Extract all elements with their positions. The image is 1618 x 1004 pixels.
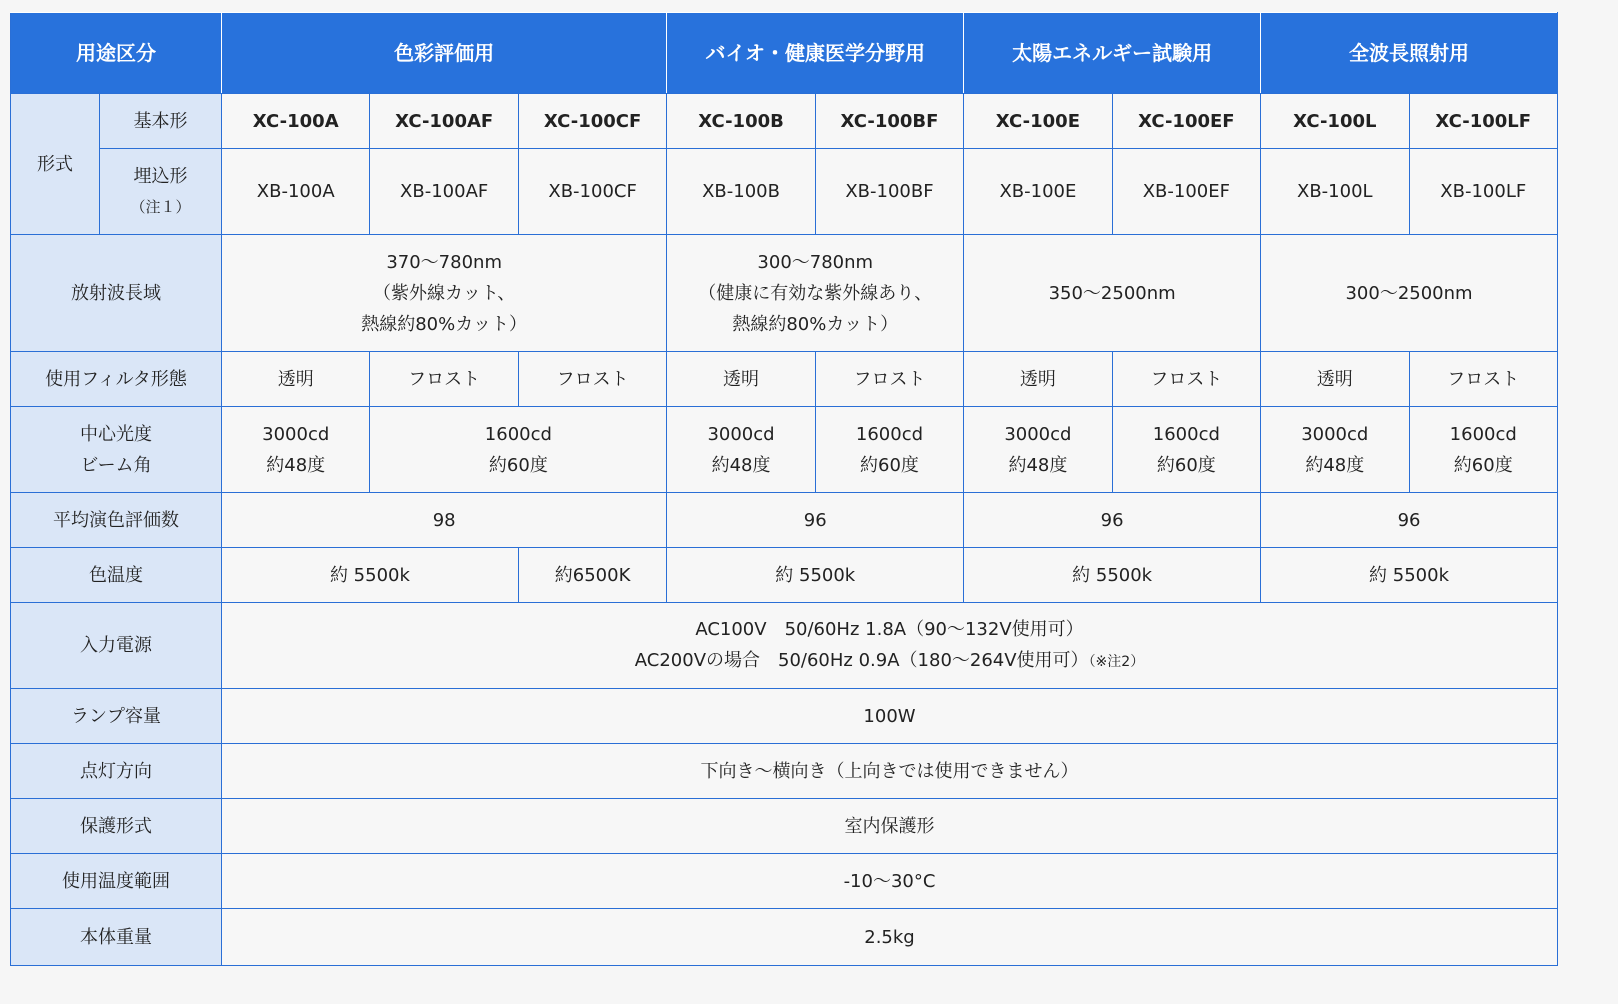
header-row: [11, 13, 1558, 94]
filter-cell: フロスト: [815, 352, 963, 407]
color-temp-cell: 約 5500k: [1261, 548, 1558, 603]
intensity-cell: [815, 407, 963, 493]
power-label: 入力電源: [11, 603, 222, 689]
angle: 約48度: [1305, 454, 1365, 476]
cri-cell: 96: [964, 493, 1261, 548]
color-temp-row: [11, 548, 1558, 603]
intensity-label: [11, 407, 222, 493]
model-cell: XC-100LF: [1409, 94, 1558, 149]
cri-cell: 96: [667, 493, 964, 548]
basic-label: 基本形: [100, 94, 222, 149]
model-cell: XB-100AF: [370, 149, 518, 235]
model-cell: XB-100L: [1261, 149, 1409, 235]
wavelength-cell: 300〜2500nm: [1261, 235, 1558, 352]
model-cell: XB-100LF: [1409, 149, 1558, 235]
model-cell: XB-100E: [964, 149, 1112, 235]
protection-row: [11, 799, 1558, 854]
header-full-spectrum: 全波長照射用: [1261, 13, 1558, 94]
weight-label: 本体重量: [11, 909, 222, 966]
intensity-cell: [370, 407, 667, 493]
angle: 約48度: [266, 454, 326, 476]
temp-range-label: 使用温度範囲: [11, 854, 222, 909]
intensity-row: [11, 407, 1558, 493]
power-line-1: AC100V 50/60Hz 1.8A（90〜132V使用可）: [695, 618, 1084, 640]
model-cell: XC-100A: [222, 94, 370, 149]
color-temp-cell: 約 5500k: [222, 548, 519, 603]
cd: 3000cd: [262, 423, 330, 445]
cri-cell: 98: [222, 493, 667, 548]
direction-label: 点灯方向: [11, 744, 222, 799]
protection-value: 室内保護形: [222, 799, 1558, 854]
beam-label-line: ビーム角: [80, 454, 152, 476]
model-cell: XC-100AF: [370, 94, 518, 149]
cd: 3000cd: [1004, 423, 1072, 445]
model-cell: XC-100BF: [815, 94, 963, 149]
wl-line: 熱線約80%カット）: [732, 313, 899, 335]
filter-row: [11, 352, 1558, 407]
embedded-label-text: 埋込形: [133, 165, 188, 187]
color-temp-cell: 約 5500k: [964, 548, 1261, 603]
power-row: [11, 603, 1558, 689]
cri-label: 平均演色評価数: [11, 493, 222, 548]
basic-model-row: [11, 94, 1558, 149]
color-temp-label: 色温度: [11, 548, 222, 603]
cd: 1600cd: [1449, 423, 1517, 445]
cd: 1600cd: [484, 423, 552, 445]
model-cell: XC-100E: [964, 94, 1112, 149]
direction-row: [11, 744, 1558, 799]
wl-line: 370〜780nm: [386, 251, 502, 273]
model-cell: XB-100A: [222, 149, 370, 235]
filter-cell: 透明: [222, 352, 370, 407]
wavelength-cell: [222, 235, 667, 352]
header-usage: 用途区分: [11, 13, 222, 94]
header-solar: 太陽エネルギー試験用: [964, 13, 1261, 94]
wavelength-row: [11, 235, 1558, 352]
direction-value: 下向き〜横向き（上向きでは使用できません）: [222, 744, 1558, 799]
model-cell: XC-100B: [667, 94, 815, 149]
model-cell: XB-100EF: [1112, 149, 1260, 235]
cd: 1600cd: [1152, 423, 1220, 445]
embedded-note: （注１）: [130, 197, 191, 216]
intensity-cell: [1409, 407, 1558, 493]
power-line-2: AC200Vの場合 50/60Hz 0.9A（180〜264V使用可）: [634, 649, 1089, 671]
embedded-label: [100, 149, 222, 235]
wl-line: （健康に有効な紫外線あり、: [698, 282, 933, 304]
cd: 1600cd: [855, 423, 924, 445]
power-cell: [222, 603, 1558, 689]
filter-cell: フロスト: [1409, 352, 1558, 407]
wavelength-label: 放射波長域: [11, 235, 222, 352]
model-cell: XC-100CF: [518, 94, 666, 149]
cri-cell: 96: [1261, 493, 1558, 548]
temp-range-row: [11, 854, 1558, 909]
temp-range-value: -10〜30°C: [222, 854, 1558, 909]
angle: 約48度: [1008, 454, 1068, 476]
header-bio: バイオ・健康医学分野用: [667, 13, 964, 94]
header-color-eval: 色彩評価用: [222, 13, 667, 94]
color-temp-cell: 約6500K: [518, 548, 666, 603]
intensity-cell: [1112, 407, 1260, 493]
wavelength-cell: 350〜2500nm: [964, 235, 1261, 352]
angle: 約60度: [1156, 454, 1216, 476]
lamp-row: [11, 689, 1558, 744]
power-note: （※注2）: [1088, 653, 1145, 670]
lamp-value: 100W: [222, 689, 1558, 744]
color-temp-cell: 約 5500k: [667, 548, 964, 603]
model-cell: XB-100BF: [815, 149, 963, 235]
wl-line: （紫外線カット、: [373, 282, 516, 304]
format-label: 形式: [11, 94, 100, 235]
model-cell: XB-100CF: [518, 149, 666, 235]
intensity-cell: [1261, 407, 1409, 493]
cri-row: [11, 493, 1558, 548]
weight-value: 2.5kg: [222, 909, 1558, 966]
weight-row: [11, 909, 1558, 966]
wl-line: 熱線約80%カット）: [361, 313, 528, 335]
filter-cell: 透明: [1261, 352, 1409, 407]
model-cell: XB-100B: [667, 149, 815, 235]
protection-label: 保護形式: [11, 799, 222, 854]
model-cell: XC-100EF: [1112, 94, 1260, 149]
spec-table: [10, 12, 1558, 966]
filter-cell: フロスト: [370, 352, 518, 407]
model-cell: XC-100L: [1261, 94, 1409, 149]
angle: 約60度: [860, 454, 919, 476]
filter-cell: フロスト: [1112, 352, 1260, 407]
embedded-model-row: [11, 149, 1558, 235]
intensity-cell: [667, 407, 815, 493]
filter-label: 使用フィルタ形態: [11, 352, 222, 407]
cd: 3000cd: [707, 423, 775, 445]
wl-line: 300〜780nm: [757, 251, 874, 273]
filter-cell: 透明: [667, 352, 815, 407]
intensity-cell: [222, 407, 370, 493]
filter-cell: フロスト: [518, 352, 666, 407]
filter-cell: 透明: [964, 352, 1112, 407]
angle: 約60度: [1453, 454, 1513, 476]
intensity-label-line: 中心光度: [80, 423, 152, 445]
angle: 約60度: [488, 454, 548, 476]
cd: 3000cd: [1301, 423, 1369, 445]
intensity-cell: [964, 407, 1112, 493]
angle: 約48度: [711, 454, 771, 476]
wavelength-cell: [667, 235, 964, 352]
lamp-label: ランプ容量: [11, 689, 222, 744]
